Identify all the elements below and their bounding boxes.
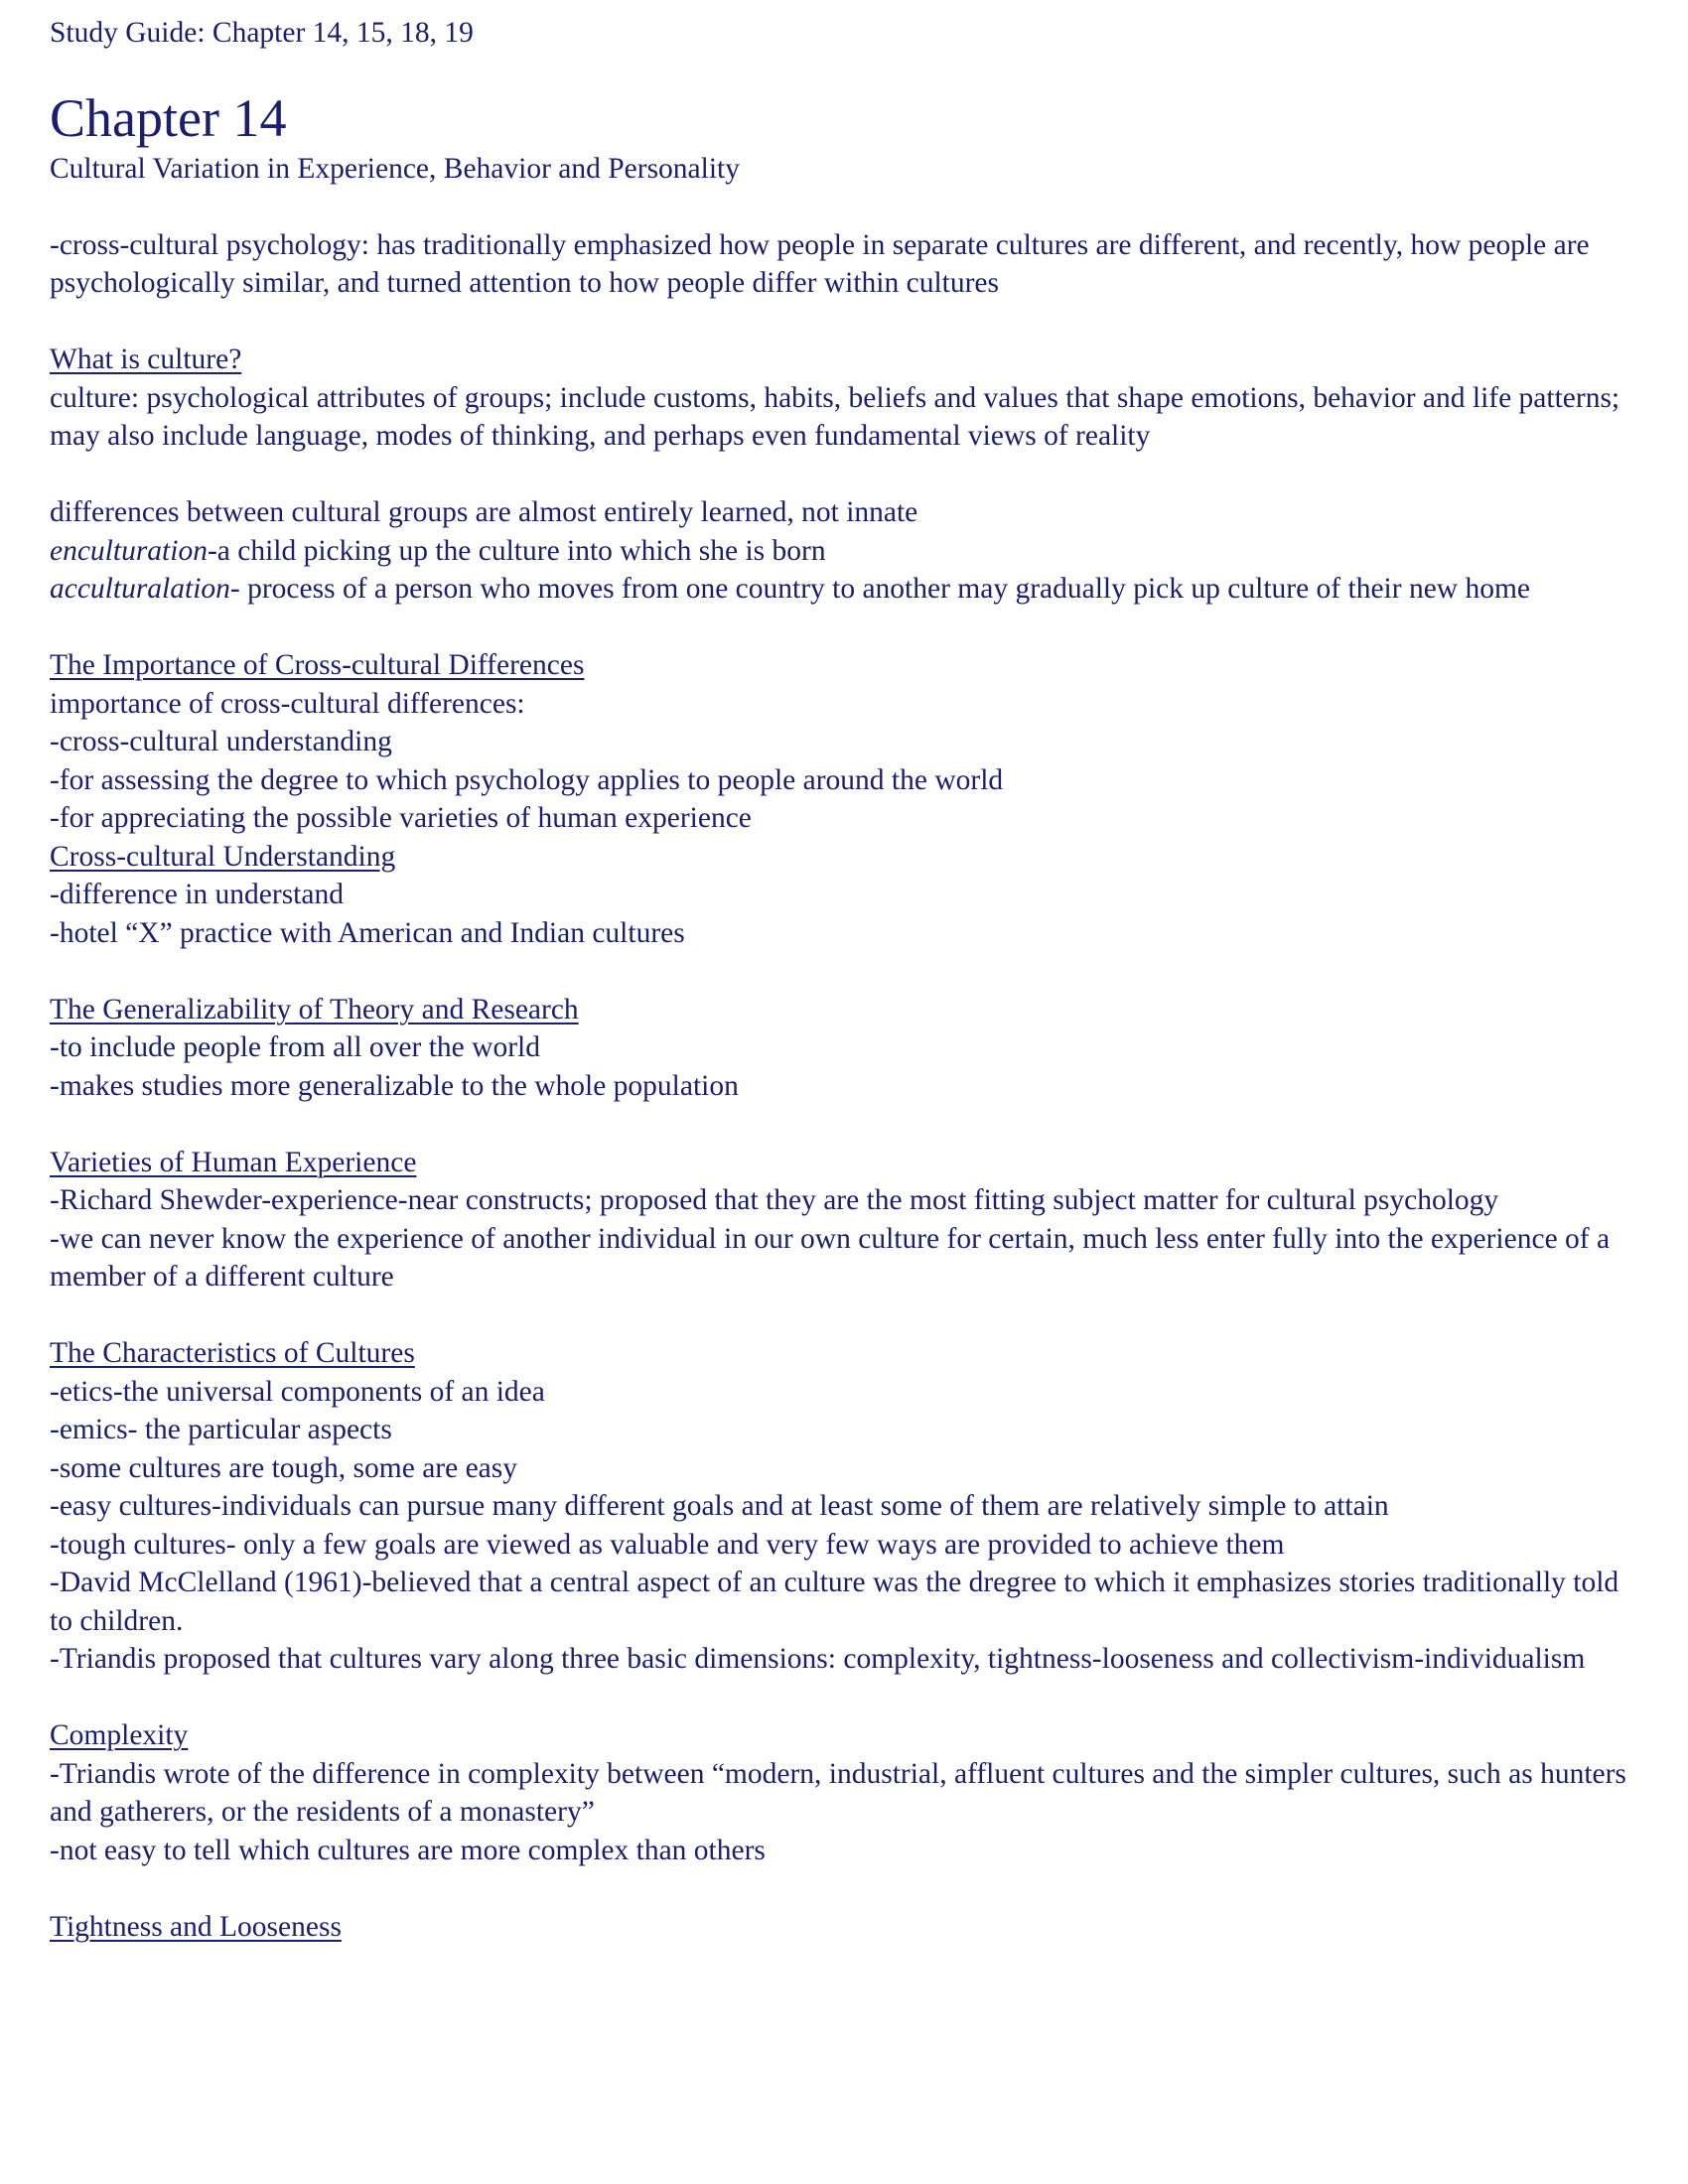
list-item: -hotel “X” practice with American and Indian cultures	[50, 916, 685, 949]
acculturation-term: acculturalation-	[50, 573, 240, 605]
section-characteristics	[50, 1334, 1648, 1679]
list-item: -difference in understand	[50, 879, 344, 910]
list-item: -Triandis proposed that cultures vary along three basic dimensions: complexity, tightness-looseness and collectivism-individualism	[50, 1643, 1586, 1675]
list-item: -easy cultures-individuals can pursue many different goals and at least some of them are relatively simple to attain	[50, 1490, 1389, 1522]
section-varieties	[50, 1144, 1648, 1297]
section-learned	[50, 493, 1648, 609]
list-item: -etics-the universal components of an idea	[50, 1375, 545, 1408]
section-what-is-culture	[50, 341, 1648, 456]
section-heading: The Generalizability of Theory and Research	[50, 993, 579, 1025]
list-item: -for assessing the degree to which psychology applies to people around the world	[50, 763, 1004, 796]
intro-paragraph: -cross-cultural psychology: has traditionally emphasized how people in separate cultures are different, and recently, how people are psychologically similar, and turned attention to how people differ within cultures	[50, 228, 1590, 299]
section-text: culture: psychological attributes of groups; include customs, habits, beliefs and values that shape emotions, behavior and life patterns; may also include language, modes of thinking, and perhaps even fundamental views of reality	[50, 381, 1620, 452]
section-heading: Varieties of Human Experience	[50, 1146, 417, 1178]
section-generalizability	[50, 991, 1648, 1106]
list-item: -for appreciating the possible varieties of human experience	[50, 802, 752, 834]
acculturation-line	[50, 570, 1648, 609]
enculturation-definition: -a child picking up the culture into which she is born	[207, 534, 826, 567]
list-item: -cross-cultural understanding	[50, 726, 392, 757]
section-understanding	[50, 838, 1648, 953]
list-item: -David McClelland (1961)-believed that a central aspect of an culture was the dregree to which it emphasizes stories traditionally told to children.	[50, 1567, 1619, 1637]
section-heading: The Characteristics of Cultures	[50, 1337, 415, 1369]
section-tightness	[50, 1908, 1648, 1947]
list-item: -Richard Shewder-experience-near constructs; proposed that they are the most fitting subject matter for cultural psychology	[50, 1184, 1499, 1216]
section-heading: Tightness and Looseness	[50, 1910, 342, 1943]
list-item: -we can never know the experience of another individual in our own culture for certain, much less enter fully into the experience of a member of a different culture	[50, 1222, 1611, 1293]
list-item: -not easy to tell which cultures are more complex than others	[50, 1834, 766, 1866]
list-item: -Triandis wrote of the difference in complexity between “modern, industrial, affluent cultures and the simpler cultures, such as hunters and gatherers, or the residents of a monastery”	[50, 1757, 1626, 1828]
section-heading: Complexity	[50, 1719, 189, 1751]
document-header: Study Guide: Chapter 14, 15, 18, 19	[50, 17, 474, 49]
chapter-title: Chapter 14	[50, 87, 287, 148]
enculturation-line	[50, 532, 1648, 571]
document-page	[50, 14, 1648, 1946]
list-item: -some cultures are tough, some are easy	[50, 1451, 518, 1484]
section-importance	[50, 646, 1648, 838]
list-item: -emics- the particular aspects	[50, 1414, 392, 1445]
list-item: importance of cross-cultural differences:	[50, 687, 525, 720]
section-heading: Cross-cultural Understanding	[50, 840, 396, 873]
section-complexity	[50, 1716, 1648, 1869]
learned-line: differences between cultural groups are almost entirely learned, not innate	[50, 496, 918, 528]
enculturation-term: enculturation	[50, 534, 208, 567]
list-item: -tough cultures- only a few goals are viewed as valuable and very few ways are provided to achieve them	[50, 1528, 1285, 1561]
chapter-subtitle: Cultural Variation in Experience, Behavior and Personality	[50, 152, 740, 185]
list-item: -to include people from all over the world	[50, 1031, 540, 1063]
acculturation-definition: process of a person who moves from one country to another may gradually pick up culture of their new home	[239, 573, 1531, 605]
list-item: -makes studies more generalizable to the whole population	[50, 1069, 739, 1102]
section-heading: The Importance of Cross-cultural Differences	[50, 649, 585, 681]
section-heading: What is culture?	[50, 343, 242, 375]
